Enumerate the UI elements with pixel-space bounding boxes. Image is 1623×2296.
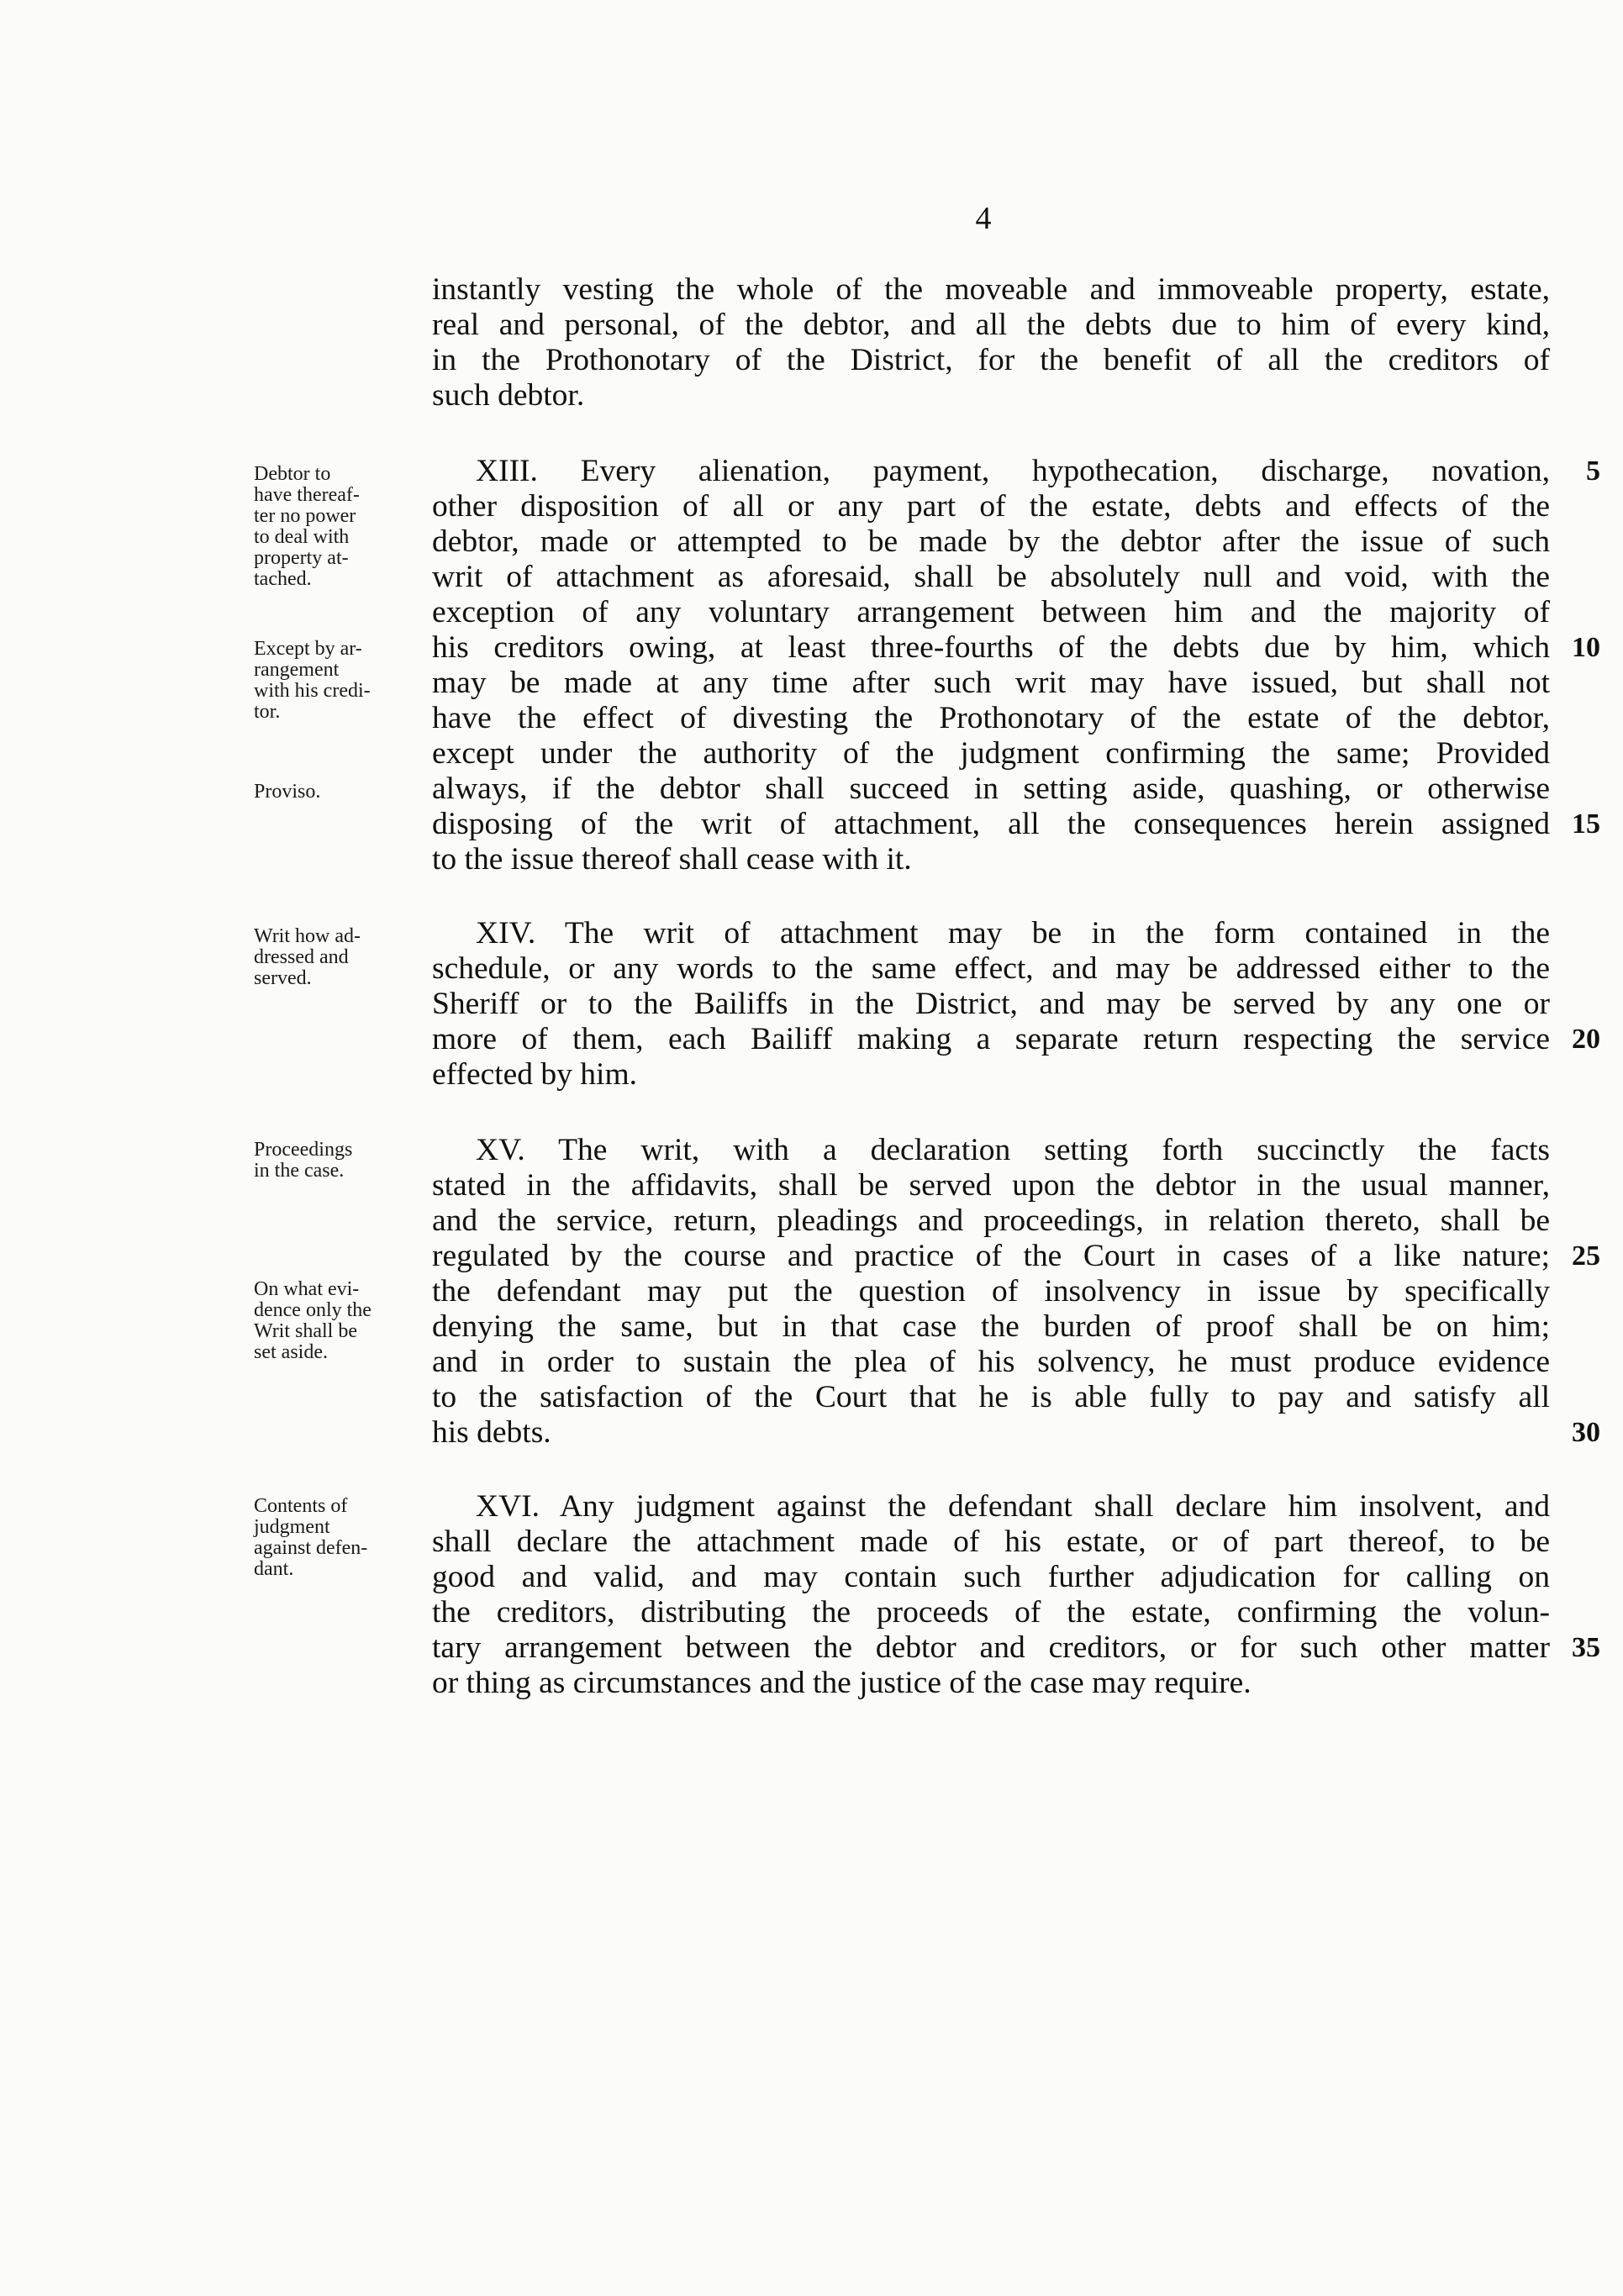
margin-note: Proviso. <box>254 781 321 803</box>
body-line: XIII. Every alienation, payment, hypothecation, discharge, novation, <box>476 454 1550 488</box>
body-line: real and personal, of the debtor, and all the debts due to him of every kind, <box>432 308 1550 342</box>
body-line: his debts. <box>432 1415 551 1450</box>
body-line: effected by him. <box>432 1057 638 1092</box>
body-line: tary arrangement between the debtor and creditors, or for such other matter <box>432 1630 1550 1665</box>
margin-note: Contents of judgment against defen- dant. <box>254 1495 368 1580</box>
body-line: denying the same, but in that case the burden of proof shall be on him; <box>432 1309 1550 1344</box>
body-line: and in order to sustain the plea of his solvency, he must produce evidence <box>432 1345 1550 1379</box>
body-line: except under the authority of the judgment confirming the same; Provided <box>432 736 1550 771</box>
line-number: 25 <box>1572 1240 1600 1272</box>
body-line: or thing as circumstances and the justice of the case may require. <box>432 1666 1252 1700</box>
line-number: 20 <box>1572 1024 1600 1055</box>
body-line: to the issue thereof shall cease with it. <box>432 842 912 877</box>
body-line: debtor, made or attempted to be made by the debtor after the issue of such <box>432 524 1550 559</box>
body-line: to the satisfaction of the Court that he is able fully to pay and satisfy all <box>432 1380 1550 1414</box>
body-line: schedule, or any words to the same effect, and may be addressed either to the <box>432 951 1550 986</box>
body-line: more of them, each Bailiff making a separate return respecting the service <box>432 1022 1550 1056</box>
body-line: XV. The writ, with a declaration setting forth succinctly the facts <box>476 1133 1550 1167</box>
body-line: instantly vesting the whole of the moveable and immoveable property, estate, <box>432 272 1550 307</box>
body-line: the creditors, distributing the proceeds of the estate, confirming the volun- <box>432 1595 1550 1630</box>
page-number: 4 <box>975 201 992 236</box>
margin-note: Debtor to have thereaf- ter no power to deal with property at- tached. <box>254 463 360 590</box>
line-number: 30 <box>1572 1417 1600 1448</box>
body-line: other disposition of all or any part of the estate, debts and effects of the <box>432 489 1550 524</box>
line-number: 35 <box>1572 1632 1600 1663</box>
body-line: stated in the affidavits, shall be served upon the debtor in the usual manner, <box>432 1168 1550 1203</box>
body-line: regulated by the course and practice of the Court in cases of a like nature; <box>432 1239 1550 1273</box>
body-line: always, if the debtor shall succeed in setting aside, quashing, or otherwise <box>432 771 1550 806</box>
line-number: 15 <box>1572 808 1600 840</box>
body-line: the defendant may put the question of insolvency in issue by specifically <box>432 1274 1550 1309</box>
body-line: XVI. Any judgment against the defendant shall declare him insolvent, and <box>476 1489 1550 1524</box>
margin-note: On what evi- dence only the Writ shall be set aside. <box>254 1278 371 1363</box>
line-number: 5 <box>1586 456 1600 487</box>
body-line: and the service, return, pleadings and proceedings, in relation thereto, shall be <box>432 1203 1550 1238</box>
body-line: disposing of the writ of attachment, all the consequences herein assigned <box>432 807 1550 841</box>
body-line: in the Prothonotary of the District, for the benefit of all the creditors of <box>432 343 1550 377</box>
body-line: writ of attachment as aforesaid, shall be absolutely null and void, with the <box>432 560 1550 594</box>
line-number: 10 <box>1572 632 1600 663</box>
body-line: shall declare the attachment made of his estate, or of part thereof, to be <box>432 1525 1550 1559</box>
body-line: may be made at any time after such writ may have issued, but shall not <box>432 666 1550 700</box>
body-line: his creditors owing, at least three-fourths of the debts due by him, which <box>432 630 1550 665</box>
body-line: XIV. The writ of attachment may be in the form contained in the <box>476 916 1550 951</box>
margin-note: Writ how ad- dressed and served. <box>254 925 361 989</box>
body-line: exception of any voluntary arrangement between him and the majority of <box>432 595 1550 629</box>
body-line: good and valid, and may contain such further adjudication for calling on <box>432 1560 1550 1594</box>
body-line: Sheriff or to the Bailiffs in the District, and may be served by any one or <box>432 987 1550 1021</box>
body-line: have the effect of divesting the Prothonotary of the estate of the debtor, <box>432 701 1550 735</box>
margin-note: Proceedings in the case. <box>254 1139 353 1182</box>
body-line: such debtor. <box>432 378 585 413</box>
margin-note: Except by ar- rangement with his credi- tor. <box>254 638 371 723</box>
